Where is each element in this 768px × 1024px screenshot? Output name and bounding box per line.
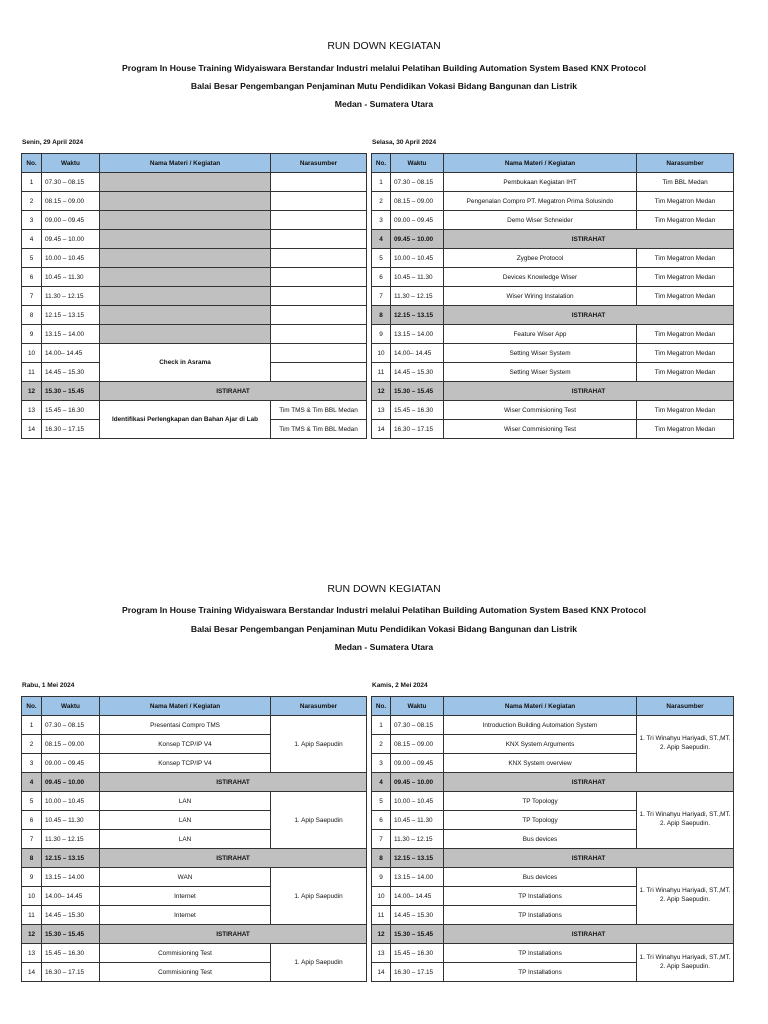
row-no: 7	[22, 287, 42, 306]
table-row	[22, 173, 367, 192]
table-row	[372, 420, 734, 439]
table-row	[22, 325, 367, 344]
break-row	[22, 849, 367, 868]
col-time-header: Waktu	[391, 697, 444, 716]
row-no: 4	[372, 773, 391, 792]
table-row	[372, 344, 734, 363]
row-no: 5	[22, 792, 42, 811]
table-row	[372, 211, 734, 230]
table-row	[22, 344, 367, 363]
row-time: 08.15 – 09.00	[42, 735, 100, 754]
table-row	[22, 230, 367, 249]
row-no: 14	[372, 963, 391, 982]
day-label-left: Senin, 29 April 2024	[22, 139, 84, 146]
table-row	[372, 287, 734, 306]
table-row	[372, 401, 734, 420]
row-time: 15.30 – 15.45	[391, 382, 444, 401]
schedule-table-tuesday	[371, 153, 734, 439]
col-speaker-header: Narasumber	[271, 154, 367, 173]
col-no-header: No.	[22, 697, 42, 716]
row-speaker: 1. Tri Winahyu Hariyadi, ST.,MT. 2. Apip Saepudin.	[637, 716, 734, 773]
row-time: 11.30 – 12.15	[42, 830, 100, 849]
row-activity: Feature Wiser App	[444, 325, 637, 344]
row-no: 2	[22, 192, 42, 211]
row-speaker	[271, 268, 367, 287]
row-activity: TP Installations	[444, 963, 637, 982]
row-no: 2	[372, 192, 391, 211]
row-time: 10.00 – 10.45	[42, 249, 100, 268]
row-speaker	[271, 325, 367, 344]
table-row	[372, 363, 734, 382]
col-speaker-header: Narasumber	[637, 154, 734, 173]
row-no: 4	[22, 230, 42, 249]
row-speaker	[271, 287, 367, 306]
break-row	[22, 382, 367, 401]
table-header-row	[22, 154, 367, 173]
row-no: 4	[372, 230, 391, 249]
row-speaker: 1. Apip Saepudin	[271, 716, 367, 773]
row-activity: Internet	[100, 906, 271, 925]
row-activity: Wiser Commisioning Test	[444, 420, 637, 439]
row-activity: LAN	[100, 811, 271, 830]
table-row	[372, 792, 734, 811]
col-speaker-header: Narasumber	[637, 697, 734, 716]
table-row	[22, 249, 367, 268]
row-time: 07.30 – 08.15	[391, 173, 444, 192]
break-row	[372, 306, 734, 325]
day-label-right: Kamis, 2 Mei 2024	[372, 682, 428, 689]
table-row	[22, 944, 367, 963]
row-no: 2	[372, 735, 391, 754]
row-activity: TP Installations	[444, 906, 637, 925]
row-time: 08.15 – 09.00	[391, 735, 444, 754]
row-speaker	[271, 211, 367, 230]
row-no: 7	[22, 830, 42, 849]
table-row	[22, 401, 367, 420]
row-no: 14	[22, 420, 42, 439]
row-speaker: Tim Megatron Medan	[637, 192, 734, 211]
day-label-right: Selasa, 30 April 2024	[372, 139, 437, 146]
row-activity: Bus devices	[444, 868, 637, 887]
row-no: 11	[22, 363, 42, 382]
row-time: 10.45 – 11.30	[391, 268, 444, 287]
row-time: 14.00– 14.45	[391, 887, 444, 906]
row-no: 6	[372, 268, 391, 287]
break-row	[22, 773, 367, 792]
break-label: ISTIRAHAT	[100, 773, 367, 792]
row-time: 09.45 – 10.00	[391, 230, 444, 249]
row-no: 11	[372, 363, 391, 382]
row-speaker: Tim BBL Medan	[637, 173, 734, 192]
row-no: 1	[372, 173, 391, 192]
row-no: 12	[22, 382, 42, 401]
row-no: 4	[22, 773, 42, 792]
row-no: 3	[372, 211, 391, 230]
schedule-table-monday	[21, 153, 367, 439]
row-time: 15.30 – 15.45	[42, 925, 100, 944]
row-activity: Identifikasi Perlengkapan dan Bahan Ajar di Lab	[100, 401, 271, 439]
row-activity: Bus devices	[444, 830, 637, 849]
row-activity	[100, 249, 271, 268]
row-speaker: 1. Tri Winahyu Hariyadi, ST.,MT. 2. Apip Saepudin.	[637, 868, 734, 925]
table-row	[372, 192, 734, 211]
row-no: 11	[22, 906, 42, 925]
row-speaker	[271, 363, 367, 382]
table-header-row	[22, 697, 367, 716]
row-no: 1	[372, 716, 391, 735]
row-speaker	[271, 306, 367, 325]
row-speaker: Tim Megatron Medan	[637, 401, 734, 420]
row-no: 5	[22, 249, 42, 268]
row-time: 09.45 – 10.00	[42, 773, 100, 792]
row-no: 8	[372, 849, 391, 868]
break-row	[372, 382, 734, 401]
row-activity: Check in Asrama	[100, 344, 271, 382]
row-activity: Zygbee Protocol	[444, 249, 637, 268]
row-time: 14.00– 14.45	[42, 887, 100, 906]
table-header-row	[372, 697, 734, 716]
break-label: ISTIRAHAT	[444, 849, 734, 868]
row-no: 5	[372, 249, 391, 268]
row-no: 10	[22, 887, 42, 906]
break-label: ISTIRAHAT	[444, 230, 734, 249]
row-no: 14	[372, 420, 391, 439]
break-label: ISTIRAHAT	[100, 382, 367, 401]
table-row	[372, 268, 734, 287]
row-activity: Commisioning Test	[100, 963, 271, 982]
row-activity: KNX System Arguments	[444, 735, 637, 754]
table-row	[22, 287, 367, 306]
row-speaker: Tim TMS & Tim BBL Medan	[271, 420, 367, 439]
break-label: ISTIRAHAT	[444, 382, 734, 401]
row-time: 07.30 – 08.15	[42, 716, 100, 735]
col-no-header: No.	[372, 154, 391, 173]
row-no: 13	[372, 944, 391, 963]
row-activity: Demo Wiser Schneider	[444, 211, 637, 230]
col-no-header: No.	[22, 154, 42, 173]
row-activity	[100, 211, 271, 230]
break-row	[372, 925, 734, 944]
row-time: 15.45 – 16.30	[42, 401, 100, 420]
break-row	[372, 773, 734, 792]
table-row	[372, 868, 734, 887]
row-no: 8	[22, 306, 42, 325]
row-time: 11.30 – 12.15	[391, 287, 444, 306]
row-time: 10.45 – 11.30	[391, 811, 444, 830]
row-activity: TP Installations	[444, 887, 637, 906]
page-title: RUN DOWN KEGIATAN	[327, 40, 441, 52]
row-activity: TP Topology	[444, 792, 637, 811]
row-speaker: Tim Megatron Medan	[637, 211, 734, 230]
row-activity	[100, 268, 271, 287]
row-no: 13	[22, 401, 42, 420]
row-speaker	[271, 249, 367, 268]
row-speaker: 1. Tri Winahyu Hariyadi, ST.,MT. 2. Apip Saepudin.	[637, 944, 734, 982]
row-no: 9	[22, 868, 42, 887]
col-speaker-header: Narasumber	[271, 697, 367, 716]
row-no: 12	[372, 382, 391, 401]
row-time: 16.30 – 17.15	[42, 963, 100, 982]
row-time: 16.30 – 17.15	[391, 963, 444, 982]
row-activity: Devices Knowledge Wiser	[444, 268, 637, 287]
row-time: 15.45 – 16.30	[42, 944, 100, 963]
table-row	[372, 944, 734, 963]
row-no: 3	[22, 754, 42, 773]
row-time: 10.45 – 11.30	[42, 811, 100, 830]
row-time: 16.30 – 17.15	[42, 420, 100, 439]
location-subtitle: Medan - Sumatera Utara	[334, 99, 434, 109]
row-no: 5	[372, 792, 391, 811]
row-time: 15.30 – 15.45	[42, 382, 100, 401]
break-row	[372, 849, 734, 868]
row-activity: LAN	[100, 792, 271, 811]
row-time: 12.15 – 13.15	[42, 849, 100, 868]
row-time: 13.15 – 14.00	[42, 325, 100, 344]
row-activity: Commisioning Test	[100, 944, 271, 963]
row-speaker: 1. Tri Winahyu Hariyadi, ST.,MT. 2. Apip Saepudin.	[637, 792, 734, 849]
table-row	[22, 211, 367, 230]
row-no: 7	[372, 830, 391, 849]
row-activity: Presentasi Compro TMS	[100, 716, 271, 735]
row-time: 09.00 – 09.45	[391, 754, 444, 773]
row-time: 09.45 – 10.00	[42, 230, 100, 249]
row-time: 15.45 – 16.30	[391, 401, 444, 420]
row-time: 10.45 – 11.30	[42, 268, 100, 287]
location-subtitle: Medan - Sumatera Utara	[334, 642, 434, 652]
row-no: 3	[22, 211, 42, 230]
row-time: 10.00 – 10.45	[391, 249, 444, 268]
row-speaker: 1. Apip Saepudin	[271, 868, 367, 925]
row-activity: Internet	[100, 887, 271, 906]
row-activity: Pengenalan Compro PT. Megatron Prima Solusindo	[444, 192, 637, 211]
row-activity	[100, 173, 271, 192]
row-speaker	[271, 230, 367, 249]
table-row	[372, 173, 734, 192]
day-label-left: Rabu, 1 Mei 2024	[22, 682, 75, 689]
col-activity-header: Nama Materi / Kegiatan	[100, 697, 271, 716]
row-time: 16.30 – 17.15	[391, 420, 444, 439]
row-activity	[100, 306, 271, 325]
row-time: 07.30 – 08.15	[391, 716, 444, 735]
row-speaker: Tim Megatron Medan	[637, 344, 734, 363]
row-speaker: Tim Megatron Medan	[637, 249, 734, 268]
row-speaker	[271, 344, 367, 363]
table-row	[372, 325, 734, 344]
row-activity	[100, 287, 271, 306]
row-no: 6	[372, 811, 391, 830]
table-row	[372, 716, 734, 735]
row-speaker: Tim Megatron Medan	[637, 363, 734, 382]
table-row	[22, 792, 367, 811]
row-time: 08.15 – 09.00	[42, 192, 100, 211]
program-subtitle: Program In House Training Widyaiswara Berstandar Industri melalui Pelatihan Building Automation System Based KNX Protocol	[122, 605, 646, 615]
schedule-table-wednesday	[21, 696, 367, 982]
row-time: 11.30 – 12.15	[42, 287, 100, 306]
row-no: 10	[372, 344, 391, 363]
row-time: 14.45 – 15.30	[391, 906, 444, 925]
row-speaker: Tim Megatron Medan	[637, 287, 734, 306]
row-speaker: 1. Apip Saepudin	[271, 944, 367, 982]
row-activity: Pembukaan Kegiatan IHT	[444, 173, 637, 192]
row-speaker	[271, 173, 367, 192]
col-time-header: Waktu	[391, 154, 444, 173]
row-no: 3	[372, 754, 391, 773]
row-activity: KNX System overview	[444, 754, 637, 773]
row-time: 14.45 – 15.30	[42, 363, 100, 382]
row-activity: TP Installations	[444, 944, 637, 963]
col-no-header: No.	[372, 697, 391, 716]
row-no: 12	[22, 925, 42, 944]
institution-subtitle: Balai Besar Pengembangan Penjaminan Mutu Pendidikan Vokasi Bidang Bangunan dan Listrik	[190, 81, 578, 91]
row-activity: Introduction Building Automation System	[444, 716, 637, 735]
break-label: ISTIRAHAT	[444, 925, 734, 944]
table-row	[372, 249, 734, 268]
row-activity	[100, 230, 271, 249]
row-no: 14	[22, 963, 42, 982]
row-time: 10.00 – 10.45	[391, 792, 444, 811]
row-speaker: 1. Apip Saepudin	[271, 792, 367, 849]
row-no: 1	[22, 173, 42, 192]
row-time: 10.00 – 10.45	[42, 792, 100, 811]
row-activity: Wiser Commisioning Test	[444, 401, 637, 420]
row-speaker	[271, 192, 367, 211]
row-no: 6	[22, 268, 42, 287]
row-activity: WAN	[100, 868, 271, 887]
row-time: 08.15 – 09.00	[391, 192, 444, 211]
row-time: 12.15 – 13.15	[42, 306, 100, 325]
row-no: 10	[372, 887, 391, 906]
row-time: 07.30 – 08.15	[42, 173, 100, 192]
row-activity	[100, 192, 271, 211]
row-time: 09.00 – 09.45	[42, 754, 100, 773]
row-activity: LAN	[100, 830, 271, 849]
table-row	[22, 268, 367, 287]
row-time: 09.00 – 09.45	[391, 211, 444, 230]
row-time: 15.45 – 16.30	[391, 944, 444, 963]
institution-subtitle: Balai Besar Pengembangan Penjaminan Mutu Pendidikan Vokasi Bidang Bangunan dan Listrik	[190, 624, 578, 634]
break-label: ISTIRAHAT	[444, 306, 734, 325]
row-no: 1	[22, 716, 42, 735]
row-no: 13	[22, 944, 42, 963]
row-activity	[100, 325, 271, 344]
row-speaker: Tim Megatron Medan	[637, 268, 734, 287]
row-speaker: Tim Megatron Medan	[637, 420, 734, 439]
row-no: 9	[22, 325, 42, 344]
table-header-row	[372, 154, 734, 173]
col-activity-header: Nama Materi / Kegiatan	[444, 697, 637, 716]
row-time: 12.15 – 13.15	[391, 306, 444, 325]
row-time: 14.00– 14.45	[391, 344, 444, 363]
row-activity: Setting Wiser System	[444, 363, 637, 382]
row-no: 11	[372, 906, 391, 925]
col-activity-header: Nama Materi / Kegiatan	[100, 154, 271, 173]
break-label: ISTIRAHAT	[100, 925, 367, 944]
table-row	[22, 868, 367, 887]
row-no: 8	[372, 306, 391, 325]
break-row	[372, 230, 734, 249]
break-label: ISTIRAHAT	[444, 773, 734, 792]
break-row	[22, 925, 367, 944]
row-time: 13.15 – 14.00	[391, 325, 444, 344]
row-time: 15.30 – 15.45	[391, 925, 444, 944]
row-speaker: Tim TMS & Tim BBL Medan	[271, 401, 367, 420]
row-activity: Konsep TCP/IP V4	[100, 754, 271, 773]
col-time-header: Waktu	[42, 697, 100, 716]
row-no: 6	[22, 811, 42, 830]
row-time: 13.15 – 14.00	[391, 868, 444, 887]
col-activity-header: Nama Materi / Kegiatan	[444, 154, 637, 173]
row-no: 12	[372, 925, 391, 944]
row-time: 14.00– 14.45	[42, 344, 100, 363]
page-title: RUN DOWN KEGIATAN	[327, 583, 441, 595]
break-label: ISTIRAHAT	[100, 849, 367, 868]
row-speaker: Tim Megatron Medan	[637, 325, 734, 344]
row-activity: Setting Wiser System	[444, 344, 637, 363]
row-time: 11.30 – 12.15	[391, 830, 444, 849]
row-time: 13.15 – 14.00	[42, 868, 100, 887]
schedule-table-thursday	[371, 696, 734, 982]
table-row	[22, 192, 367, 211]
row-no: 9	[372, 868, 391, 887]
row-time: 09.45 – 10.00	[391, 773, 444, 792]
row-no: 9	[372, 325, 391, 344]
row-no: 7	[372, 287, 391, 306]
row-no: 10	[22, 344, 42, 363]
row-time: 14.45 – 15.30	[391, 363, 444, 382]
table-row	[22, 306, 367, 325]
program-subtitle: Program In House Training Widyaiswara Berstandar Industri melalui Pelatihan Building Automation System Based KNX Protocol	[122, 63, 646, 73]
table-row	[22, 716, 367, 735]
row-time: 09.00 – 09.45	[42, 211, 100, 230]
col-time-header: Waktu	[42, 154, 100, 173]
row-no: 2	[22, 735, 42, 754]
row-activity: TP Topology	[444, 811, 637, 830]
row-no: 8	[22, 849, 42, 868]
row-activity: Konsep TCP/IP V4	[100, 735, 271, 754]
row-time: 14.45 – 15.30	[42, 906, 100, 925]
row-no: 13	[372, 401, 391, 420]
row-time: 12.15 – 13.15	[391, 849, 444, 868]
row-activity: Wiser Wiring Instalation	[444, 287, 637, 306]
